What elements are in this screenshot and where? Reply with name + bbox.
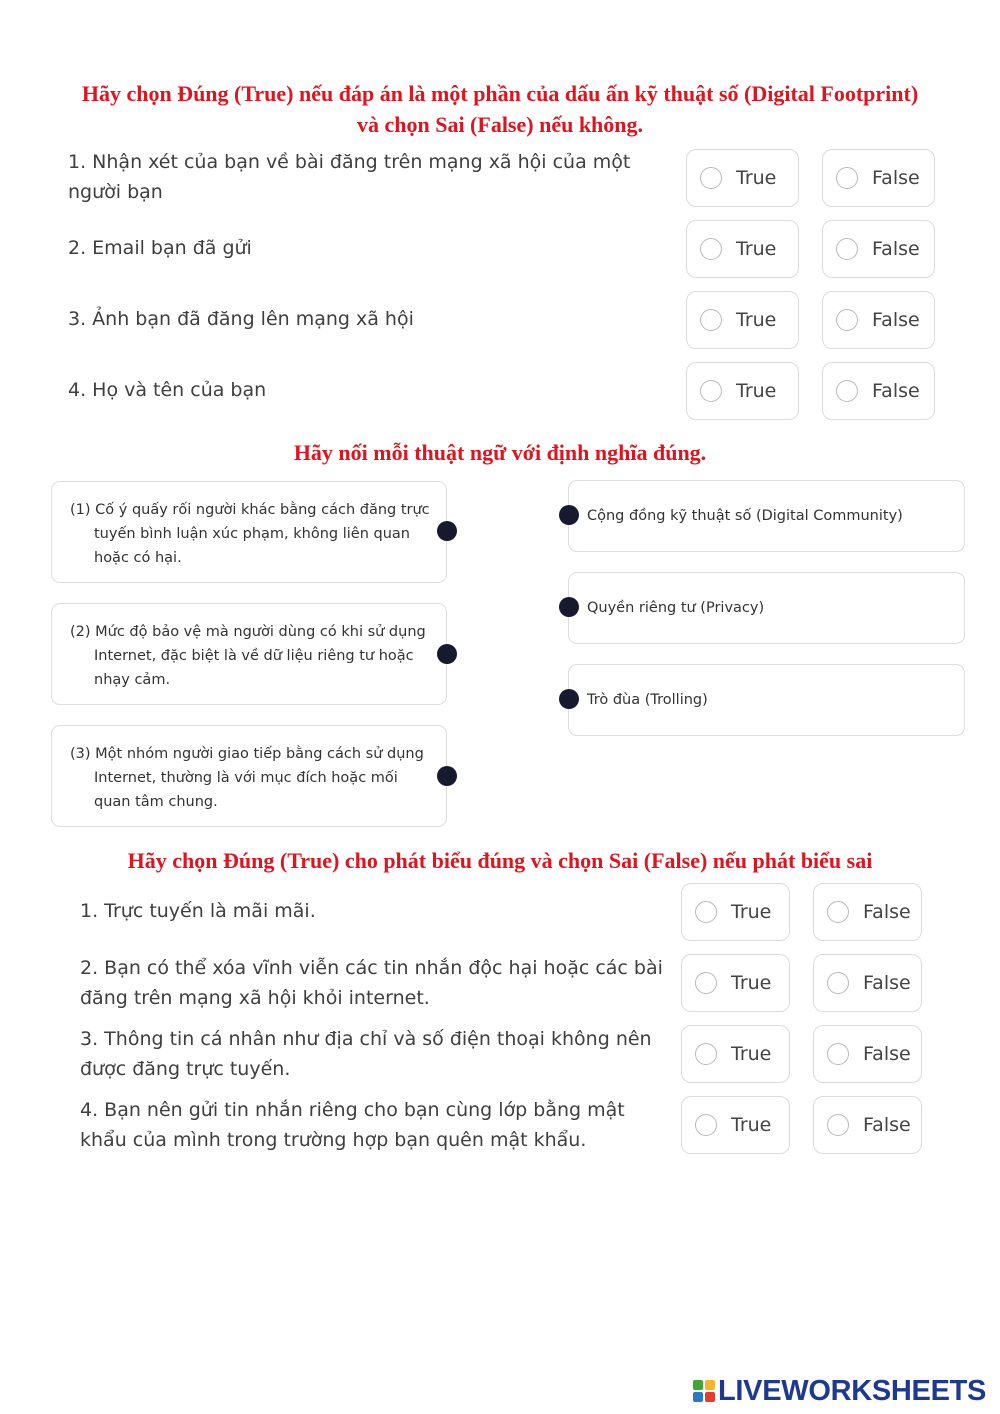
term-2-connector-dot[interactable]	[559, 597, 579, 617]
s1-question-1: 1. Nhận xét của bạn về bài đăng trên mạng xã hội của một người bạn	[68, 151, 631, 203]
definition-card-2[interactable]	[51, 603, 447, 705]
option-label: False	[863, 1043, 911, 1065]
definition-1-connector-dot[interactable]	[437, 521, 457, 541]
s3-q1-false-option[interactable]	[813, 883, 922, 941]
section1-heading-line2: và chọn Sai (False) nếu không.	[356, 112, 644, 137]
option-label: True	[731, 901, 772, 923]
radio-icon[interactable]	[695, 1114, 717, 1136]
s1-q1-false-option[interactable]	[822, 149, 935, 207]
radio-icon[interactable]	[836, 380, 858, 402]
definition-text: (1) Cố ý quấy rối người khác bằng cách đăng trực tuyến bình luận xúc phạm, không liên quan hoặc có hại.	[70, 502, 430, 566]
radio-icon[interactable]	[827, 901, 849, 923]
definition-text: (3) Một nhóm người giao tiếp bằng cách sử dụng Internet, thường là với mục đích hoặc mối quan tâm chung.	[70, 746, 424, 810]
radio-icon[interactable]	[700, 238, 722, 260]
term-text: Trò đùa (Trolling)	[587, 692, 708, 708]
term-3-connector-dot[interactable]	[559, 689, 579, 709]
s1-q2-true-option[interactable]	[686, 220, 799, 278]
definition-2-connector-dot[interactable]	[437, 644, 457, 664]
liveworksheets-logo-icon	[693, 1380, 715, 1402]
definition-3-connector-dot[interactable]	[437, 766, 457, 786]
radio-icon[interactable]	[836, 309, 858, 331]
s3-q4-false-option[interactable]	[813, 1096, 922, 1154]
definition-card-1[interactable]	[51, 481, 447, 583]
term-text: Cộng đồng kỹ thuật số (Digital Community)	[587, 508, 903, 524]
s1-q2-false-option[interactable]	[822, 220, 935, 278]
radio-icon[interactable]	[695, 972, 717, 994]
radio-icon[interactable]	[836, 238, 858, 260]
s3-question-1: 1. Trực tuyến là mãi mãi.	[80, 900, 316, 922]
option-label: False	[872, 380, 920, 402]
term-card-3[interactable]	[568, 664, 965, 736]
option-label: True	[731, 972, 772, 994]
definition-text: (2) Mức độ bảo vệ mà người dùng có khi sử dụng Internet, đặc biệt là về dữ liệu riêng tư hoặc nhạy cảm.	[70, 624, 426, 688]
radio-icon[interactable]	[827, 972, 849, 994]
logo-text: LIVEWORKSHEETS	[718, 1374, 987, 1407]
term-card-2[interactable]	[568, 572, 965, 644]
s3-question-3: 3. Thông tin cá nhân như địa chỉ và số điện thoại không nên được đăng trực tuyến.	[80, 1028, 652, 1080]
radio-icon[interactable]	[695, 901, 717, 923]
s1-q3-false-option[interactable]	[822, 291, 935, 349]
option-label: False	[863, 901, 911, 923]
s1-q3-true-option[interactable]	[686, 291, 799, 349]
s1-q4-true-option[interactable]	[686, 362, 799, 420]
s1-q4-false-option[interactable]	[822, 362, 935, 420]
s1-question-2: 2. Email bạn đã gửi	[68, 237, 252, 259]
option-label: True	[736, 380, 777, 402]
definition-card-3[interactable]	[51, 725, 447, 827]
option-label: True	[736, 238, 777, 260]
s1-q1-true-option[interactable]	[686, 149, 799, 207]
section2-heading: Hãy nối mỗi thuật ngữ với định nghĩa đúng.	[293, 440, 707, 465]
radio-icon[interactable]	[827, 1043, 849, 1065]
s3-q4-true-option[interactable]	[681, 1096, 790, 1154]
option-label: False	[872, 238, 920, 260]
option-label: True	[736, 309, 777, 331]
s1-question-3: 3. Ảnh bạn đã đăng lên mạng xã hội	[68, 308, 414, 330]
option-label: True	[736, 167, 777, 189]
radio-icon[interactable]	[827, 1114, 849, 1136]
s3-q1-true-option[interactable]	[681, 883, 790, 941]
section1-heading-line1: Hãy chọn Đúng (True) nếu đáp án là một phần của dấu ấn kỹ thuật số (Digital Footprint)	[81, 81, 919, 106]
s3-question-2: 2. Bạn có thể xóa vĩnh viễn các tin nhắn độc hại hoặc các bài đăng trên mạng xã hội khỏi internet.	[80, 957, 663, 1009]
radio-icon[interactable]	[695, 1043, 717, 1065]
term-1-connector-dot[interactable]	[559, 505, 579, 525]
option-label: False	[863, 1114, 911, 1136]
liveworksheets-logo	[693, 1374, 986, 1408]
option-label: False	[872, 167, 920, 189]
radio-icon[interactable]	[700, 167, 722, 189]
option-label: False	[863, 972, 911, 994]
s3-q3-true-option[interactable]	[681, 1025, 790, 1083]
term-text: Quyền riêng tư (Privacy)	[587, 600, 765, 616]
s3-q3-false-option[interactable]	[813, 1025, 922, 1083]
option-label: True	[731, 1114, 772, 1136]
s3-q2-false-option[interactable]	[813, 954, 922, 1012]
radio-icon[interactable]	[700, 309, 722, 331]
radio-icon[interactable]	[836, 167, 858, 189]
section3-heading: Hãy chọn Đúng (True) cho phát biểu đúng và chọn Sai (False) nếu phát biểu sai	[127, 848, 873, 873]
option-label: False	[872, 309, 920, 331]
term-card-1[interactable]	[568, 480, 965, 552]
radio-icon[interactable]	[700, 380, 722, 402]
s3-q2-true-option[interactable]	[681, 954, 790, 1012]
option-label: True	[731, 1043, 772, 1065]
s1-question-4: 4. Họ và tên của bạn	[68, 379, 267, 401]
section1-heading	[0, 78, 1000, 140]
s3-question-4: 4. Bạn nên gửi tin nhắn riêng cho bạn cùng lớp bằng mật khẩu của mình trong trường hợp bạn quên mật khẩu.	[80, 1099, 625, 1151]
